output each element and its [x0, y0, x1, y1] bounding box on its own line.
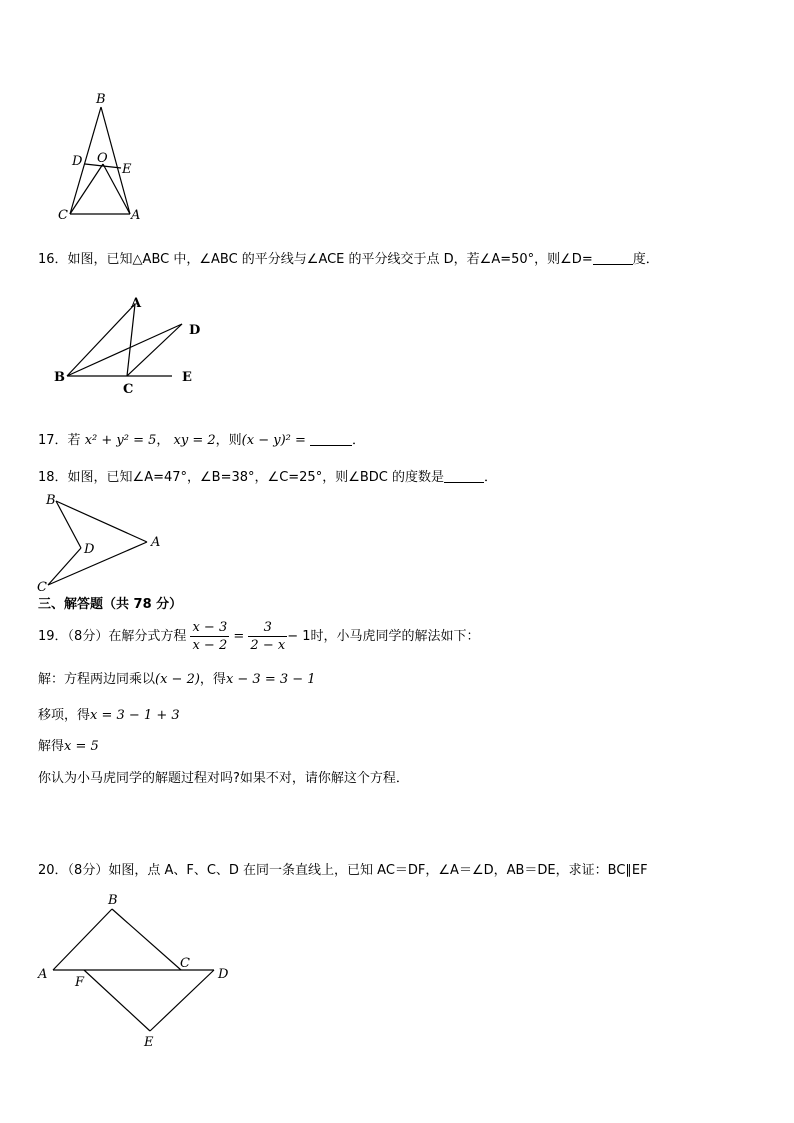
- label-f: F: [75, 975, 85, 990]
- step-text: 移项，得: [38, 708, 91, 723]
- equation-product: xy = 2: [173, 433, 216, 448]
- label-a: A: [131, 208, 141, 223]
- question-19-prompt: 你认为小马虎同学的解题过程对吗?如果不对，请你解这个方程．: [38, 771, 409, 786]
- label-c: C: [180, 956, 190, 971]
- step-equation: x = 5: [64, 739, 99, 754]
- label-a: A: [131, 296, 142, 311]
- label-a: A: [38, 967, 48, 982]
- label-c: C: [123, 382, 134, 397]
- question-number: 16．: [38, 252, 68, 267]
- step-text: ，得: [199, 672, 226, 687]
- question-text-end: ．: [484, 470, 498, 485]
- label-c: C: [37, 580, 47, 595]
- expression-target: (x − y)² =: [241, 433, 306, 448]
- question-number: 17．: [38, 433, 68, 448]
- label-a: A: [151, 535, 161, 550]
- question-text: 如图，已知△ABC 中，∠ABC 的平分线与∠ACE 的平分线交于点 D，若∠A=50°，则∠D=: [67, 252, 593, 267]
- label-o: O: [97, 151, 108, 166]
- question-text: 如图，已知∠A=47°，∠B=38°，∠C=25°，则∠BDC 的度数是: [67, 470, 444, 485]
- question-text: 若: [67, 433, 81, 448]
- step-text: 解：方程两边同乘以: [38, 672, 156, 687]
- answer-blank[interactable]: [593, 250, 633, 265]
- label-d: D: [189, 323, 201, 338]
- question-text-end: 度．: [632, 252, 659, 267]
- answer-blank[interactable]: [444, 468, 484, 483]
- step-text: 解得: [38, 739, 65, 754]
- step-equation: x = 3 − 1 + 3: [90, 708, 180, 723]
- label-b: B: [96, 92, 106, 107]
- separator: ，: [156, 433, 170, 448]
- fraction-denominator: x − 2: [192, 638, 228, 653]
- label-d: D: [218, 967, 229, 982]
- fraction-denominator: 2 − x: [250, 638, 286, 653]
- equals-sign: =: [233, 629, 245, 644]
- equation-sum-squares: x² + y² = 5: [84, 433, 157, 448]
- question-text: 19．（8分）在解分式方程: [38, 629, 187, 644]
- label-e: E: [122, 162, 132, 177]
- label-d: D: [72, 154, 83, 169]
- label-e: E: [182, 370, 192, 385]
- section-title: 三、解答题（共 78 分）: [38, 597, 183, 612]
- question-text: ，则: [215, 433, 242, 448]
- question-text: − 1时，小马虎同学的解法如下：: [287, 629, 480, 644]
- label-b: B: [108, 893, 118, 908]
- fraction-numerator: x − 3: [192, 620, 228, 635]
- label-b: B: [46, 493, 56, 508]
- question-text-end: ．: [352, 433, 366, 448]
- question-20: 20．（8分）如图，点 A、F、C、D 在同一条直线上，已知 AC＝DF，∠A＝∠D，AB＝DE，求证：BC∥EF: [38, 863, 648, 878]
- fraction-numerator: 3: [248, 619, 287, 637]
- label-d: D: [84, 542, 95, 557]
- step-expression: (x − 2): [155, 672, 200, 687]
- label-b: B: [54, 370, 65, 385]
- step-equation: x − 3 = 3 − 1: [225, 672, 316, 687]
- label-c: C: [58, 208, 68, 223]
- question-number: 18．: [38, 470, 68, 485]
- figure-parallel-proof: [0, 0, 260, 1060]
- answer-blank[interactable]: [310, 431, 352, 446]
- label-e: E: [144, 1035, 154, 1050]
